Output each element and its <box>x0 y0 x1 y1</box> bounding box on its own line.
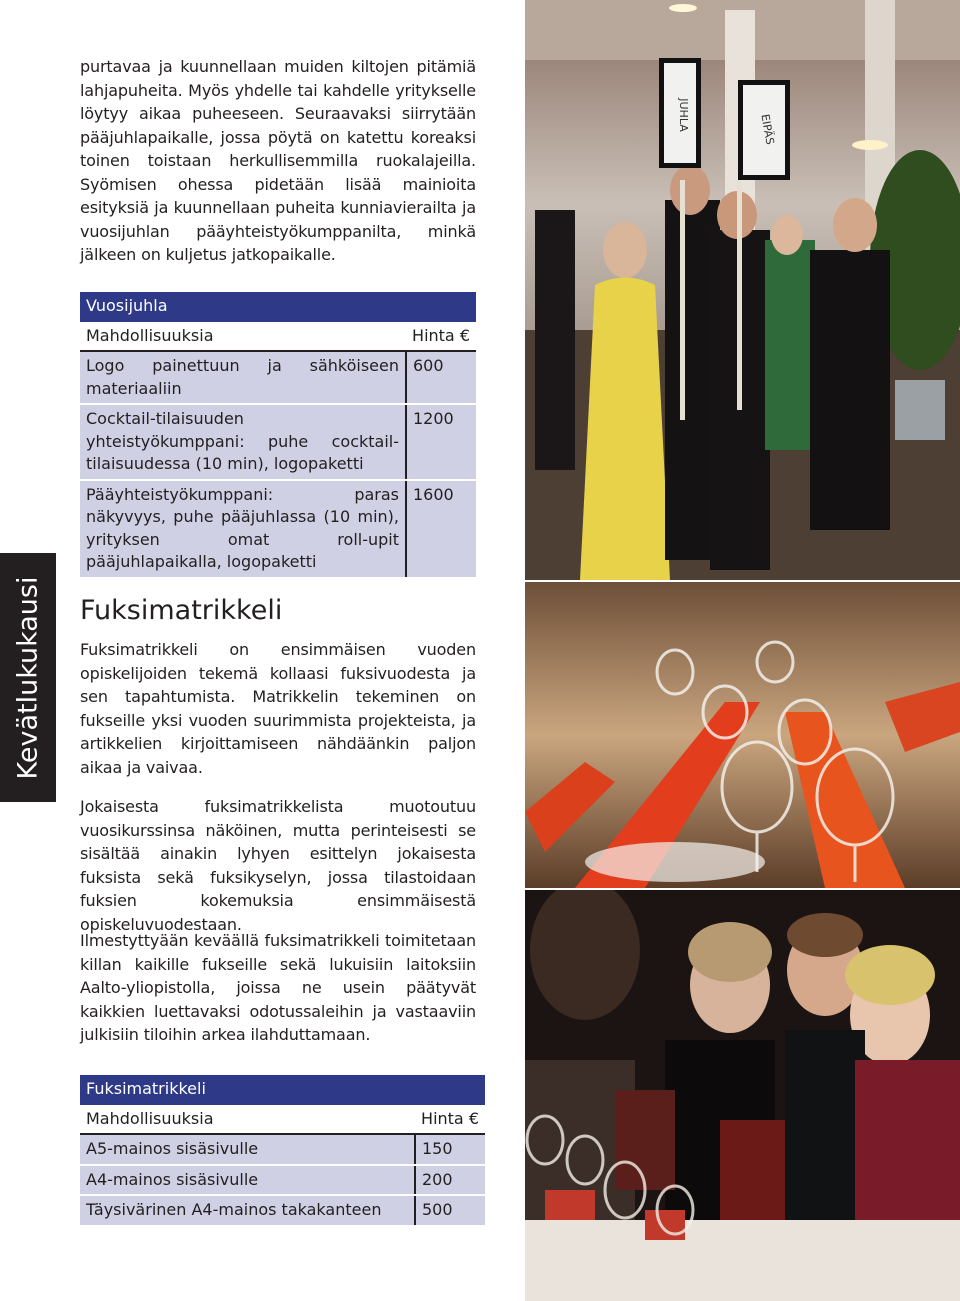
price-cell: 1200 <box>406 404 476 480</box>
section-paragraph: Fuksimatrikkeli on ensimmäisen vuoden opiskelijoiden tekemä kollaasi fuksivuodesta ja sen tapahtumista. Matrikkelin tekeminen on fukseille yksi vuoden suurimmista projekteista, ja artikkelien kirjoittamiseen nähdäänkin paljon aikaa ja vaivaa. <box>80 640 476 777</box>
column-header-options: Mahdollisuuksia <box>80 322 406 352</box>
intro-paragraph: purtavaa ja kuunnellaan muiden kiltojen pitämiä lahjapuheita. Myös yhdelle tai kahdelle yritykselle löytyy aikaa puheeseen. Seuraavaksi siirrytään pääjuhlapaikalle, jossa pöytä on katettu koreaksi toinen toistaan herkullisemmilla ruokalajeilla. Syömisen ohessa pidetään lisää mainioita esityksiä ja kuunnellaan puheita kunniavierailta ja vuosijuhlan pääyhteistyökumppanilta, minkä jälkeen on kuljetus jatkopaikalle. <box>80 57 476 264</box>
column-header-price: Hinta € <box>406 322 476 352</box>
price-cell: 1600 <box>406 480 476 578</box>
photo-gala-speech <box>525 0 960 580</box>
table-row <box>80 1134 485 1165</box>
price-cell: 600 <box>406 351 476 404</box>
column-header-options: Mahdollisuuksia <box>80 1105 415 1135</box>
section-paragraph: Ilmestyttyään keväällä fuksimatrikkeli toimitetaan killan kaikille fukseille sekä lukuisiin laitoksiin Aalto-yliopistolla, joissa ne usein päätyvät kaikkien luettavaksi odotussaleihin ja vastaaviin julkisiin tiloihin arkea ilahduttamaan. <box>80 931 476 1044</box>
table-row <box>80 1195 485 1226</box>
table-row <box>80 351 476 404</box>
price-cell: 500 <box>415 1195 485 1226</box>
photo-dinner-guests <box>525 890 960 1301</box>
price-cell: 200 <box>415 1165 485 1196</box>
option-cell: A4-mainos sisäsivulle <box>80 1165 415 1196</box>
side-section-tab <box>0 553 56 802</box>
section-title: Fuksimatrikkeli <box>80 595 283 626</box>
table-row <box>80 404 476 480</box>
option-cell: Täysivärinen A4-mainos takakanteen <box>80 1195 415 1226</box>
table-row <box>80 1165 485 1196</box>
fuksimatrikkeli-price-table <box>80 1075 485 1227</box>
price-cell: 150 <box>415 1134 485 1165</box>
option-cell: Pääyhteistyökumppani: paras näkyvyys, puhe pääjuhlassa (10 min), yrityksen omat roll-upit pääjuhlapaikalla, logopaketti <box>80 480 406 578</box>
option-cell: Logo painettuun ja sähköiseen materiaaliin <box>80 351 406 404</box>
option-cell: Cocktail-tilaisuuden yhteistyökumppani: puhe cocktail-tilaisuudessa (10 min), logopaketti <box>80 404 406 480</box>
sign-right-text: EIPÄS <box>758 113 777 146</box>
sign-left-text: JUHLA <box>677 98 690 132</box>
table-title: Fuksimatrikkeli <box>80 1075 485 1105</box>
photo-table-setting <box>525 582 960 888</box>
table-row <box>80 480 476 578</box>
vuosijuhla-price-table <box>80 292 476 579</box>
table-title: Vuosijuhla <box>80 292 476 322</box>
section-paragraph: Jokaisesta fuksimatrikkelista muotoutuu vuosikurssinsa näköinen, mutta perinteisesti se sisältää ainakin lyhyen esittelyn jokaisesta fuksista sekä fuksikyselyn, jossa tilastoidaan fuksien kokemuksia ensimmäisestä opiskeluvuodestaan. <box>80 797 476 934</box>
side-tab-label: Kevätlukukausi <box>12 575 44 780</box>
option-cell: A5-mainos sisäsivulle <box>80 1134 415 1165</box>
column-header-price: Hinta € <box>415 1105 485 1135</box>
